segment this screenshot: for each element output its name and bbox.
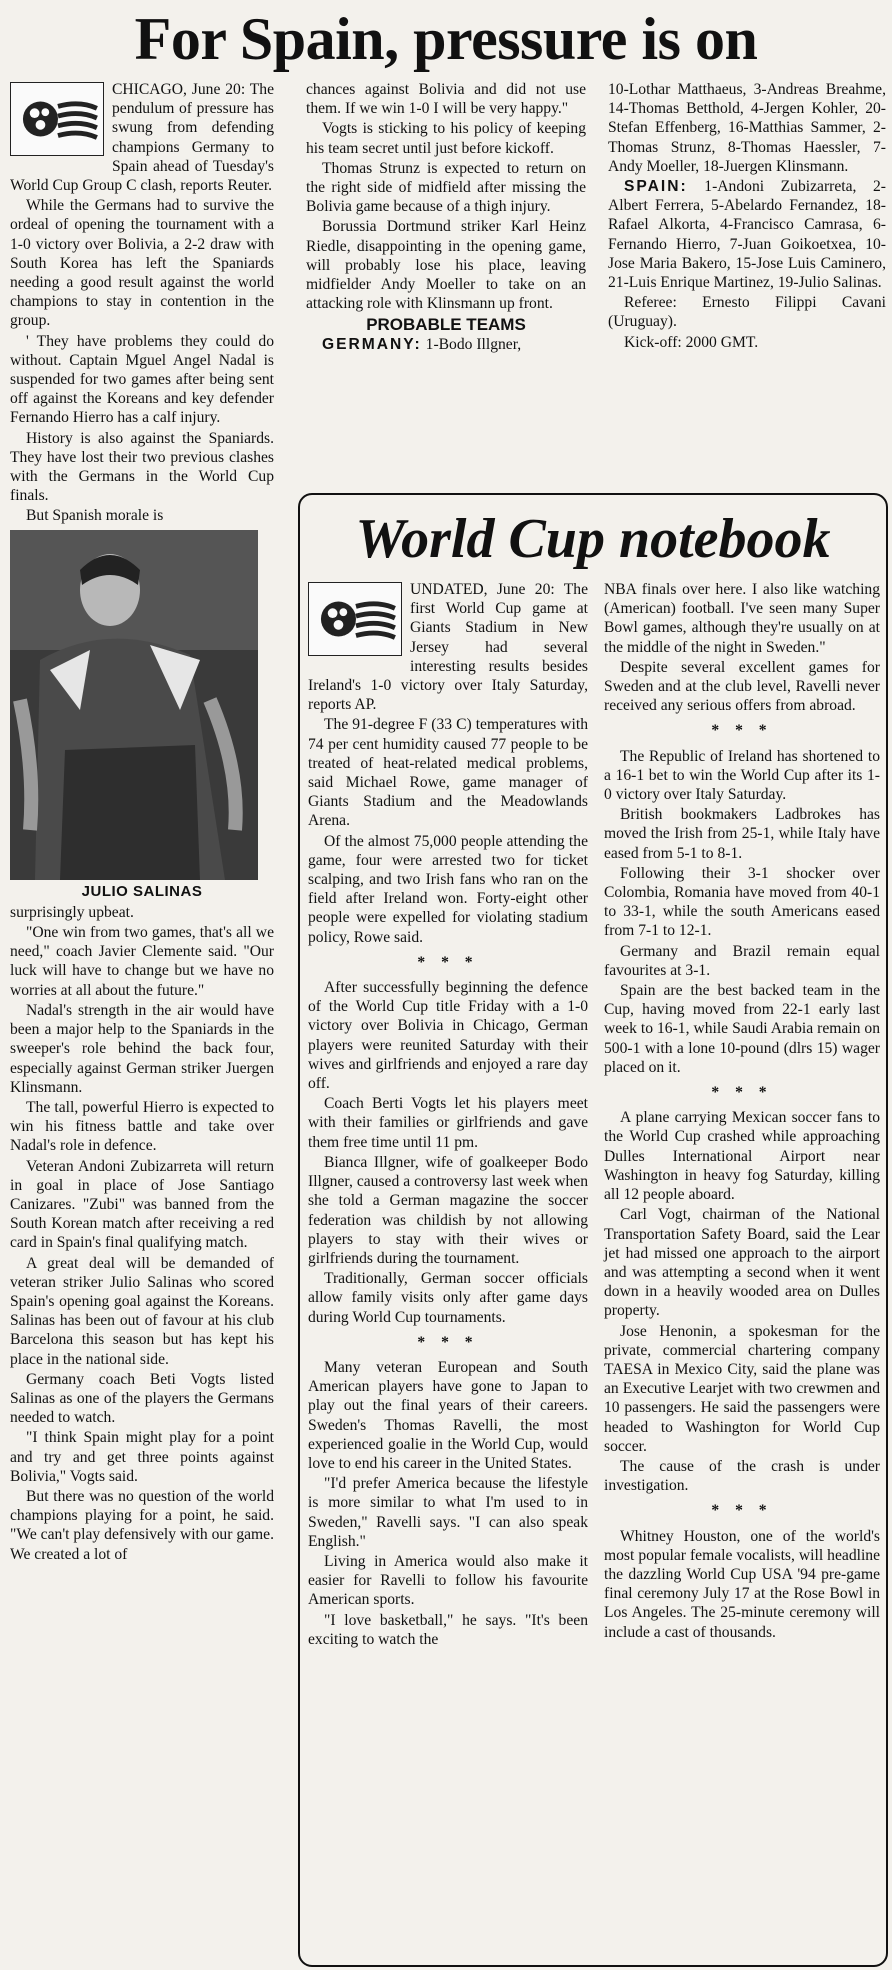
paragraph: But there was no question of the world champions playing for a point, he said. "We can't play defensively with our game. We created a lot of (10, 1487, 274, 1563)
page-headline: For Spain, pressure is on (134, 6, 758, 72)
paragraph: CHICAGO, June 20: The pendulum of pressure has swung from defending champions Germany to Spain ahead of Tuesday's World Cup Group C clash, reports Reuter. (10, 81, 274, 195)
paragraph: Jose Henonin, a spokesman for the private, commercial chartering company TAESA in Mexico City, said the plane was an Executive Learjet with two crewmen and 10 passengers. He said the passengers were headed to Washington for World Cup soccer. (604, 1322, 880, 1455)
paragraph: Borussia Dortmund striker Karl Heinz Riedle, disappointing in the opening game, will probably lose his place, leaving midfielder Andy Moeller to take on an attacking role with Klinsmann up front. (306, 218, 586, 313)
paragraph: The cause of the crash is under investigation. (604, 1457, 880, 1495)
paragraph: While the Germans had to survive the ordeal of opening the tournament with a 1-0 victory over Bolivia, a 2-2 draw with South Korea has left the Spaniards needing a good result against the world champions to stay in contention in the group. (10, 197, 274, 330)
paragraph: The tall, powerful Hierro is expected to win his fitness battle and take over Nadal's role in defence. (10, 1098, 274, 1155)
paragraph: "I love basketball," he says. "It's been exciting to watch the (308, 1611, 588, 1648)
spain-list: 1-Andoni Zubizarreta, 2-Albert Ferrera, 5-Abelardo Fernandez, 18-Rafael Alkorta, 4-Francisco Camrasa, 6-Fernando Hierro, 7-Juan Goikoetxea, 10-Jose Maria Bakero, 15-Jose Luis Caminero, 21-Luis Enrique Martinez, 19-Julio Salinas. (608, 178, 886, 292)
paragraph: Nadal's strength in the air would have been a major help to the Spaniards in the sweeper's role behind the back four, especially against German striker Juergen Klinsmann. (10, 1001, 274, 1096)
paragraph: A plane carrying Mexican soccer fans to the World Cup crashed while approaching Dulles International Airport near Washington in heavy fog Saturday, killing all 12 people aboard. (604, 1109, 880, 1204)
paragraph: Germany coach Beti Vogts listed Salinas as one of the players the Germans needed to watch. (10, 1370, 274, 1427)
paragraph: The Republic of Ireland has shortened to a 16-1 bet to win the World Cup after its 1-0 victory over Italy Saturday. (604, 747, 880, 804)
paragraph: British bookmakers Ladbrokes has moved the Irish from 25-1, while Italy have eased from 5-1 to 8-1. (604, 806, 880, 862)
paragraph: Thomas Strunz is expected to return on the right side of midfield after missing the Bolivia game because of a thigh injury. (306, 159, 586, 216)
notebook-title: World Cup notebook (355, 508, 831, 570)
paragraph: Coach Berti Vogts let his players meet with their families or girlfriends and gave them free time until 11 pm. (308, 1095, 588, 1151)
paragraph: Veteran Andoni Zubizarreta will return in goal in place of Jose Santiago Canizares. "Zubi" was banned from the South Korean match after receiving a red card in Spain's final qualifying match. (10, 1157, 274, 1252)
world-cup-logo-icon (308, 582, 402, 656)
paragraph: Spain are the best backed team in the Cup, having moved from 22-1 early last week to 16-1, while Saudi Arabia remain on 500-1 with a lone 10-pound (dlrs 15) wager placed on it. (604, 982, 880, 1076)
notebook-column-b (604, 580, 880, 1960)
germany-list-start: 1-Bodo Illgner, (425, 335, 522, 353)
germany-label: GERMANY: (322, 335, 422, 353)
separator: * * * (417, 1333, 479, 1351)
germany-team-start (306, 335, 586, 354)
teams-heading: PROBABLE TEAMS (366, 315, 526, 335)
paragraph: The 91-degree F (33 C) temperatures with 74 per cent humidity caused 77 people to be treated of heat-related medical problems, said Michael Rowe, game manager of Giants Stadium and the Meadowlands Arena. (308, 716, 588, 830)
paragraph: Despite several excellent games for Sweden and at the club level, Ravelli never received any serious offers from abroad. (604, 658, 880, 715)
story-column-1 (10, 80, 274, 1966)
paragraph: Many veteran European and South American players have gone to Japan to play out the final years of their careers. Sweden's Thomas Ravelli, the most experienced goalie in the World Cup, would love to end his career in the United States. (308, 1358, 588, 1472)
player-photo (10, 530, 258, 880)
world-cup-logo-icon (10, 82, 104, 156)
paragraph: Of the almost 75,000 people attending the game, four were arrested two for ticket scalping, and two Irish fans who ran on the field after Ireland won. Forty-eight other people were expelled for violating stadium policy, Rowe said. (308, 832, 588, 946)
paragraph: NBA finals over here. I also like watching (American) football. I've seen many Super Bowl games, although they're usually on at the middle of the night in Sweden." (604, 581, 880, 656)
separator: * * * (711, 1502, 773, 1520)
story-column-3 (608, 80, 886, 490)
separator: * * * (711, 1084, 773, 1102)
story-column-2 (306, 80, 586, 490)
spain-team (608, 177, 886, 292)
paragraph: Germany and Brazil remain equal favourites at 3-1. (604, 942, 880, 979)
paragraph: Vogts is sticking to his policy of keeping his team secret until just before kickoff. (306, 120, 586, 157)
paragraph: Bianca Illgner, wife of goalkeeper Bodo Illgner, caused a controversy last week when she told a German magazine the soccer federation was childish by not allowing players to stay with their wives or girlfriends during the tournament. (308, 1153, 588, 1267)
kickoff-line: Kick-off: 2000 GMT. (624, 333, 759, 351)
paragraph: ' They have problems they could do without. Captain Mguel Angel Nadal is suspended for two games after being sent off against the Koreans and key defender Fernando Hierro has a calf injury. (10, 332, 274, 427)
paragraph: Following their 3-1 shocker over Colombia, Romania have moved from 40-1 to 33-1, while the south Americans eased from 7-1 to 12-1. (604, 864, 880, 940)
referee-line: Referee: Ernesto Filippi Cavani (Uruguay). (608, 294, 886, 331)
paragraph: After successfully beginning the defence of the World Cup title Friday with a 1-0 victory over Bolivia in Chicago, German players were reunited Saturday with their wives and girlfriends and enjoyed a rare day off. (308, 979, 588, 1093)
paragraph: "I think Spain might play for a point and try and get three points against Bolivia," Vogts said. (10, 1429, 274, 1485)
paragraph: "One win from two games, that's all we need," coach Javier Clemente said. "Our luck will have to change but we have no worries at all about the future." (10, 924, 274, 999)
spain-label: SPAIN: (624, 178, 688, 196)
paragraph: "I'd prefer America because the lifestyle is more similar to what I'm used to in Sweden," Ravelli says. "I can also speak English." (308, 1475, 588, 1550)
paragraph: Carl Vogt, chairman of the National Transportation Safety Board, said the Lear jet had missed one approach to the airport and was attempting a second when it went down in a heavily wooded area on Dulles property. (604, 1206, 880, 1320)
paragraph: But Spanish morale is (26, 507, 164, 525)
photo-caption: JULIO SALINAS (81, 882, 203, 900)
paragraph: surprisingly upbeat. (10, 903, 134, 921)
notebook-column-a (308, 580, 588, 1960)
separator: * * * (711, 722, 773, 740)
paragraph: Whitney Houston, one of the world's most popular female vocalists, will headline the dazzling World Cup USA '94 pre-game final ceremony July 17 at the Rose Bowl in Los Angeles. The 25-minute ceremony will include a cast of thousands. (604, 1527, 880, 1641)
paragraph: UNDATED, June 20: The first World Cup game at Giants Stadium in New Jersey had several interesting results besides Ireland's 1-0 victory over Italy Saturday, reports AP. (308, 581, 588, 714)
paragraph: Living in America would also make it easier for Ravelli to follow his favourite American sports. (308, 1552, 588, 1609)
paragraph: Traditionally, German soccer officials allow family visits only after game days during World Cup tournaments. (308, 1270, 588, 1326)
germany-list-rest: 10-Lothar Matthaeus, 3-Andreas Breahme, 14-Thomas Betthold, 4-Jergen Kohler, 20-Stefan Effenberg, 16-Matthias Sammer, 2-Thomas Strunz, 8-Thomas Haessler, 7-Andy Moeller, 18-Juergen Klinsmann. (608, 81, 886, 175)
paragraph: A great deal will be demanded of veteran striker Julio Salinas who scored Spain's opening goal against the Koreans. Salinas has been out of favour at his club Barcelona this season but has kept his place in the national side. (10, 1254, 274, 1368)
separator: * * * (417, 953, 479, 971)
paragraph: chances against Bolivia and did not use them. If we win 1-0 I will be very happy." (306, 81, 586, 118)
paragraph: History is also against the Spaniards. They have lost their two previous clashes with the Germans in the World Cup finals. (10, 429, 274, 505)
